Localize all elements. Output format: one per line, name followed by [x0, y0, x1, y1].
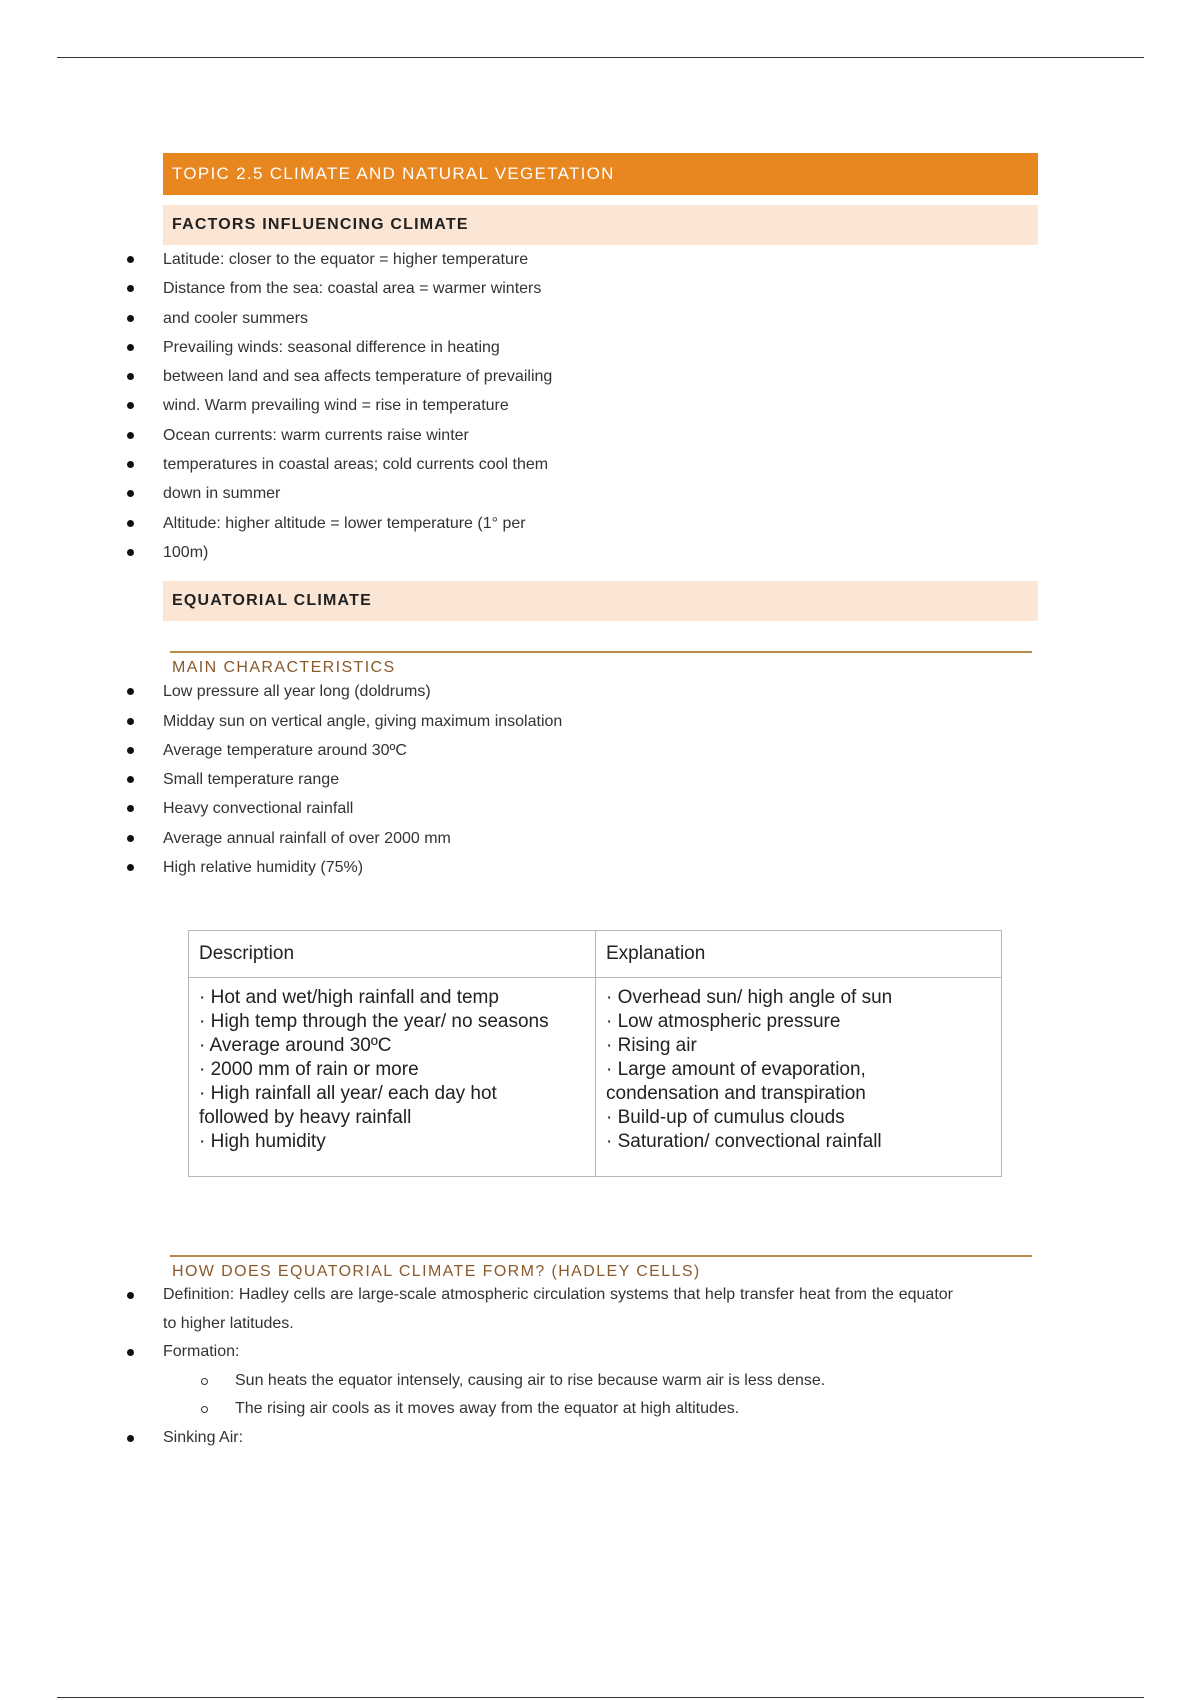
column-header-explanation: Explanation	[596, 931, 1002, 978]
bullet-icon	[127, 776, 134, 783]
bullet-icon	[127, 490, 134, 497]
cell-line: · High temp through the year/ no seasons	[199, 1011, 549, 1033]
bullet-icon	[127, 402, 134, 409]
explanation-cell	[596, 978, 1002, 1177]
formation-label: Formation:	[163, 1343, 240, 1361]
bullet-icon	[127, 285, 134, 292]
list-item: Small temperature range	[163, 765, 1038, 794]
bullet-icon	[127, 835, 134, 842]
list-item: between land and sea affects temperature of prevailing	[163, 362, 1038, 391]
list-item	[163, 1281, 1038, 1338]
list-item: Average temperature around 30ºC	[163, 736, 1038, 765]
bullet-icon	[127, 747, 134, 754]
bullet-icon	[127, 549, 134, 556]
bullet-icon	[127, 1349, 134, 1356]
definition-text: Definition: Hadley cells are large-scale atmospheric circulation systems that help transfer heat from the equator to higher latitudes.	[163, 1286, 953, 1332]
cell-line: · Low atmospheric pressure	[606, 1011, 841, 1033]
bullet-icon	[127, 864, 134, 871]
factors-list	[163, 245, 1038, 567]
table-header-row	[189, 931, 1002, 978]
cell-line: · Saturation/ convectional rainfall	[606, 1131, 882, 1153]
table-row	[189, 978, 1002, 1177]
bullet-icon	[127, 1435, 134, 1442]
list-item: and cooler summers	[163, 304, 1038, 333]
list-item: Low pressure all year long (doldrums)	[163, 677, 1038, 706]
subheading-main-characteristics: MAIN CHARACTERISTICS	[172, 659, 396, 677]
cell-line: · Average around 30ºC	[199, 1035, 392, 1057]
list-item: 100m)	[163, 538, 1038, 567]
cell-line: · Rising air	[606, 1035, 697, 1057]
list-item: High relative humidity (75%)	[163, 853, 1038, 882]
sinking-air-label: Sinking Air:	[163, 1428, 244, 1446]
list-item: temperatures in coastal areas; cold currents cool them	[163, 450, 1038, 479]
bullet-icon	[127, 344, 134, 351]
list-item: Average annual rainfall of over 2000 mm	[163, 824, 1038, 853]
list-item: The rising air cools as it moves away from the equator at high altitudes.	[235, 1395, 1038, 1424]
bullet-icon	[127, 373, 134, 380]
description-explanation-table	[188, 930, 1002, 1177]
list-item: Distance from the sea: coastal area = warmer winters	[163, 274, 1038, 303]
cell-line: · Build-up of cumulus clouds	[606, 1107, 845, 1129]
bullet-icon	[127, 688, 134, 695]
list-item	[163, 1424, 1038, 1453]
section-heading-equatorial: EQUATORIAL CLIMATE	[163, 581, 1038, 621]
formation-steps	[163, 1367, 1038, 1424]
cell-line: · Overhead sun/ high angle of sun	[606, 987, 893, 1009]
bullet-icon	[127, 432, 134, 439]
cell-line: · Hot and wet/high rainfall and temp	[199, 987, 499, 1009]
list-item: Sun heats the equator intensely, causing air to rise because warm air is less dense.	[235, 1367, 1038, 1396]
list-item	[163, 1338, 1038, 1424]
cell-line: followed by heavy rainfall	[199, 1107, 412, 1129]
list-item: Prevailing winds: seasonal difference in heating	[163, 333, 1038, 362]
cell-line: · Large amount of evaporation,	[606, 1059, 866, 1081]
topic-banner: TOPIC 2.5 CLIMATE AND NATURAL VEGETATION	[163, 153, 1038, 195]
list-item: Midday sun on vertical angle, giving maximum insolation	[163, 707, 1038, 736]
bullet-icon	[127, 256, 134, 263]
circle-bullet-icon	[201, 1378, 208, 1385]
cell-line: · 2000 mm of rain or more	[199, 1059, 419, 1081]
hadley-list	[163, 1281, 1038, 1452]
list-item: down in summer	[163, 479, 1038, 508]
bullet-icon	[127, 805, 134, 812]
column-header-description: Description	[189, 931, 596, 978]
subheading-rule	[170, 1255, 1032, 1257]
subheading-rule	[170, 651, 1032, 653]
section-heading-factors: FACTORS INFLUENCING CLIMATE	[163, 205, 1038, 245]
list-item: wind. Warm prevailing wind = rise in temperature	[163, 391, 1038, 420]
page-bottom-rule	[57, 1697, 1144, 1698]
cell-line: · High humidity	[199, 1131, 326, 1153]
circle-bullet-icon	[201, 1406, 208, 1413]
page-top-rule	[57, 57, 1144, 58]
bullet-icon	[127, 315, 134, 322]
cell-line: · High rainfall all year/ each day hot	[199, 1083, 497, 1105]
list-item: Altitude: higher altitude = lower temperature (1° per	[163, 509, 1038, 538]
characteristics-list	[163, 677, 1038, 882]
bullet-icon	[127, 520, 134, 527]
description-cell	[189, 978, 596, 1177]
list-item: Ocean currents: warm currents raise winter	[163, 421, 1038, 450]
cell-line: condensation and transpiration	[606, 1083, 866, 1105]
bullet-icon	[127, 718, 134, 725]
subheading-hadley-cells: HOW DOES EQUATORIAL CLIMATE FORM? (HADLEY CELLS)	[172, 1263, 701, 1281]
bullet-icon	[127, 1292, 134, 1299]
list-item: Heavy convectional rainfall	[163, 794, 1038, 823]
document-content	[163, 153, 1038, 1452]
bullet-icon	[127, 461, 134, 468]
list-item: Latitude: closer to the equator = higher temperature	[163, 245, 1038, 274]
